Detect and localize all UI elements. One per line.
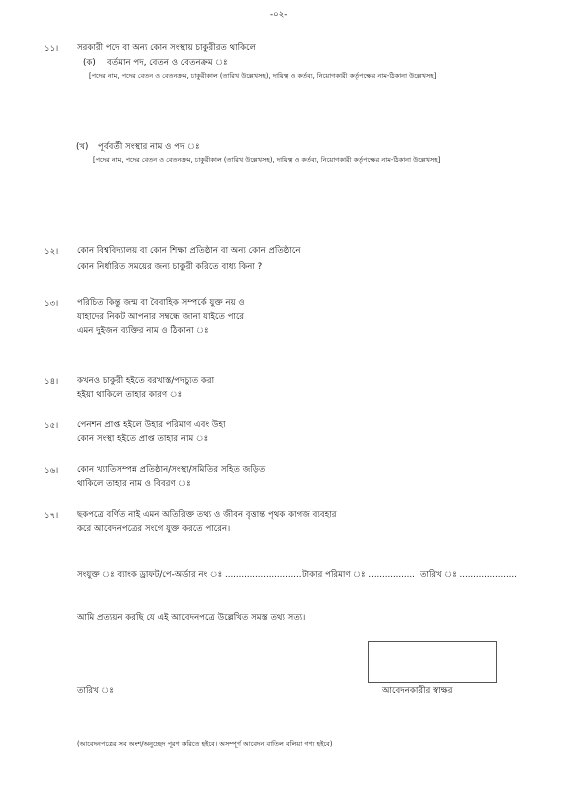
signature-label: আবেদনকারীর স্বাক্ষর — [382, 686, 453, 696]
item-11-line-1: সরকারী পদে বা অন্য কোন সংস্থায় চাকুরীরত থাকিলে — [77, 43, 256, 53]
item-15-line-2: কোন সংস্থা হইতে প্রাপ্ত তাহার নাম ঃ — [77, 434, 209, 444]
item-11-number: ১১। — [44, 44, 59, 54]
item-17-line-1: ছকপত্রে বর্ণিত নাই এমন অতিরিক্ত তথ্য ও জীবন বৃত্তান্ত পৃথক কাগজ ব্যবহার — [77, 510, 337, 520]
item-17-number: ১৭। — [44, 511, 59, 521]
draft-number-field: সংযুক্ত ঃ ব্যাংক ড্রাফট/পে-অর্ডার নং ঃ ............................ — [77, 570, 302, 580]
sub-b-note: [পদের নাম, পদের বেতন ও বেতনক্রম, চাকুরীকাল (তারিখ উল্লেখসহ), দায়িত্ব ও কর্তব্য, নিয়োগকারী কর্তৃপক্ষের নাম-ঠিকানা উল্লেখসহ] — [93, 156, 441, 164]
sub-a-marker: (ক) — [83, 58, 96, 68]
item-13-number: ১৩। — [44, 299, 59, 309]
item-15-line-1: পেনশন প্রাপ্ত হইলে উহার পরিমাণ এবং উহা — [77, 420, 226, 430]
amount-field: টাকার পরিমাণ ঃ ................. — [302, 570, 415, 580]
date-field-label: তারিখ ঃ — [77, 686, 114, 696]
item-12-number: ১২। — [44, 247, 59, 257]
sub-a-label: বর্তমান পদ, বেতন ও বেতনক্রম ঃ — [107, 58, 228, 68]
item-16-line-2: থাকিলে তাহার নাম ও বিবরণ ঃ — [77, 479, 191, 489]
attachment-date-field: তারিখ ঃ ..................... — [420, 570, 517, 580]
item-13-line-2: যাহাদের নিকট আপনার সম্বন্ধে জানা যাইতে পারে — [77, 312, 245, 322]
sub-b-marker: (খ) — [76, 142, 89, 152]
signature-box — [368, 641, 497, 683]
item-14-line-2: হইয়া থাকিলে তাহার কারণ ঃ — [77, 390, 183, 400]
declaration-text: আমি প্রত্যয়ন করছি যে এই আবেদনপত্রে উল্লেখিত সমস্ত তথ্য সত্য। — [77, 613, 306, 623]
item-13-line-3: এমন দুইজন ব্যক্তির নাম ও ঠিকানা ঃ — [77, 326, 209, 336]
sub-b-label: পূর্ববর্তী সংস্থার নাম ও পদ ঃ — [98, 142, 200, 152]
item-15-number: ১৫। — [44, 421, 59, 431]
footer-note: (আবেদনপত্রের সব অংশ/অনুচ্ছেদ পূরণ করিতে হইবে। অসম্পূর্ণ আবেদন বাতিল বলিয়া গণ্য হইবে) — [77, 740, 333, 748]
page-number: -০২- — [270, 10, 288, 20]
item-16-number: ১৬। — [44, 466, 59, 476]
sub-a-note: [পদের নাম, পদের বেতন ও বেতনক্রম, চাকুরীকাল (তারিখ উল্লেখসহ), দায়িত্ব ও কর্তব্য, নিয়োগকারী কর্তৃপক্ষের নাম-ঠিকানা উল্লেখসহ] — [89, 72, 437, 80]
item-17-line-2: করে আবেদনপত্রের সংগে যুক্ত করতে পারেন। — [77, 524, 231, 534]
item-12-line-2: কোন নির্ধারিত সময়ের জন্য চাকুরী করিতে বাধ্য কিনা ? — [77, 262, 263, 272]
item-16-line-1: কোন খ্যাতিসম্পন্ন প্রতিষ্ঠান/সংস্থা/সমিতির সহিত জড়িত — [77, 465, 266, 475]
item-12-line-1: কোন বিশ্ববিদ্যালয় বা কোন শিক্ষা প্রতিষ্ঠান বা অন্য কোন প্রতিষ্ঠানে — [77, 246, 301, 256]
item-14-line-1: কখনও চাকুরী হইতে বরখাস্ত/পদচ্যুত করা — [77, 376, 215, 386]
item-13-line-1: পরিচিত কিন্তু জন্ম বা বৈবাহিক সম্পর্কে যুক্ত নয় ও — [77, 298, 245, 308]
item-14-number: ১৪। — [44, 377, 59, 387]
